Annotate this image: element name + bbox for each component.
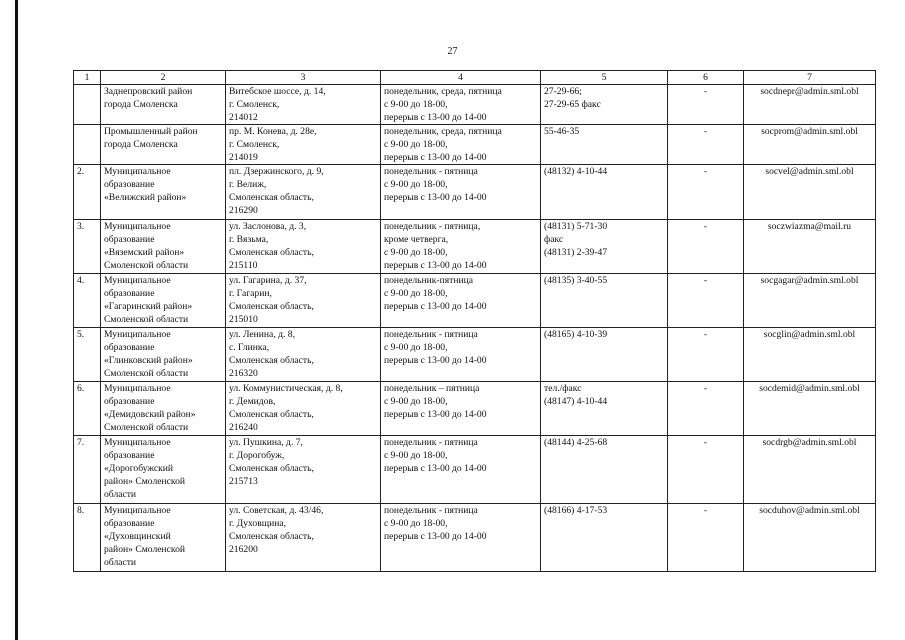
row-number: 2. bbox=[74, 165, 101, 220]
email: soczwiazma@mail.ru bbox=[744, 220, 876, 274]
table-row bbox=[74, 382, 876, 436]
table-row bbox=[74, 504, 876, 572]
email: socprom@admin.sml.obl bbox=[744, 125, 876, 165]
row-number bbox=[74, 125, 101, 165]
row-number: 5. bbox=[74, 328, 101, 382]
working-hours: понедельник - пятница, кроме четверга, с 9-00 до 18-00, перерыв с 13-00 до 14-00 bbox=[384, 221, 487, 271]
table-row bbox=[74, 85, 876, 125]
email: socdnepr@admin.sml.obl bbox=[744, 85, 876, 125]
district-name: Промышленный район города Смоленска bbox=[104, 126, 198, 150]
district-name: Муниципальное образование «Вяземский район» Смоленской области bbox=[104, 221, 189, 271]
header-cell: 6 bbox=[668, 71, 744, 85]
row-number: 4. bbox=[74, 274, 101, 328]
working-hours: понедельник-пятница с 9-00 до 18-00, перерыв с 13-00 до 14-00 bbox=[384, 275, 487, 312]
email: socdrgb@admin.sml.obl bbox=[744, 436, 876, 504]
working-hours: понедельник - пятница с 9-00 до 18-00, перерыв с 13-00 до 14-00 bbox=[384, 166, 487, 203]
district-name: Муниципальное образование «Велижский район» bbox=[104, 166, 187, 203]
column-6-value: - bbox=[668, 165, 744, 220]
header-cell: 5 bbox=[541, 71, 668, 85]
column-6-value: - bbox=[668, 85, 744, 125]
phone: 55-46-35 bbox=[544, 126, 580, 137]
district-name: Заднепровский район города Смоленска bbox=[104, 86, 193, 110]
page-left-border bbox=[15, 0, 18, 640]
column-6-value: - bbox=[668, 220, 744, 274]
email: socgagar@admin.sml.obl bbox=[744, 274, 876, 328]
address: ул. Ленина, д. 8, с. Глинка, Смоленская область, 216320 bbox=[229, 329, 314, 379]
address: ул. Заслонова, д. 3, г. Вязьма, Смоленская область, 215110 bbox=[229, 221, 314, 271]
table-row bbox=[74, 274, 876, 328]
phone: (48144) 4-25-68 bbox=[544, 437, 608, 448]
header-cell: 1 bbox=[74, 71, 101, 85]
table-header-row bbox=[74, 71, 876, 85]
phone: (48131) 5-71-30 факс (48131) 2-39-47 bbox=[544, 221, 608, 258]
address: Витебское шоссе, д. 14, г. Смоленск, 214012 bbox=[229, 86, 326, 123]
row-number: 7. bbox=[74, 436, 101, 504]
phone: (48135) 3-40-55 bbox=[544, 275, 608, 286]
working-hours: понедельник, среда, пятница с 9-00 до 18-00, перерыв с 13-00 до 14-00 bbox=[384, 126, 502, 163]
working-hours: понедельник - пятница с 9-00 до 18-00, перерыв с 13-00 до 14-00 bbox=[384, 437, 487, 474]
phone: (48132) 4-10-44 bbox=[544, 166, 608, 177]
column-6-value: - bbox=[668, 504, 744, 572]
district-name: Муниципальное образование «Духовщинский район» Смоленской области bbox=[104, 505, 185, 568]
email: socduhov@admin.sml.obl bbox=[744, 504, 876, 572]
contacts-table bbox=[73, 70, 876, 572]
phone: 27-29-66; 27-29-65 факс bbox=[544, 86, 601, 110]
district-name: Муниципальное образование «Демидовский район» Смоленской области bbox=[104, 383, 196, 433]
column-6-value: - bbox=[668, 382, 744, 436]
email: socglin@admin.sml.obl bbox=[744, 328, 876, 382]
header-cell: 3 bbox=[226, 71, 381, 85]
address: ул. Советская, д. 43/46, г. Духовщина, Смоленская область, 216200 bbox=[229, 505, 324, 555]
working-hours: понедельник – пятница с 9-00 до 18-00, перерыв с 13-00 до 14-00 bbox=[384, 383, 487, 420]
district-name: Муниципальное образование «Глинковский район» Смоленской области bbox=[104, 329, 193, 379]
table-row bbox=[74, 220, 876, 274]
district-name: Муниципальное образование «Дорогобужский район» Смоленской области bbox=[104, 437, 185, 500]
column-6-value: - bbox=[668, 125, 744, 165]
address: пл. Дзержинского, д. 9, г. Велиж, Смоленская область, 216290 bbox=[229, 166, 324, 216]
table-row bbox=[74, 436, 876, 504]
phone: (48165) 4-10-39 bbox=[544, 329, 608, 340]
address: пр. М. Конева, д. 28е, г. Смоленск, 214019 bbox=[229, 126, 317, 163]
header-cell: 7 bbox=[744, 71, 876, 85]
district-name: Муниципальное образование «Гагаринский район» Смоленской области bbox=[104, 275, 193, 325]
phone: (48166) 4-17-53 bbox=[544, 505, 608, 516]
row-number: 3. bbox=[74, 220, 101, 274]
header-cell: 2 bbox=[101, 71, 226, 85]
address: ул. Коммунистическая, д. 8, г. Демидов, Смоленская область, 216240 bbox=[229, 383, 343, 433]
row-number: 8. bbox=[74, 504, 101, 572]
page-number: 27 bbox=[447, 46, 458, 57]
table-row bbox=[74, 165, 876, 220]
row-number: 6. bbox=[74, 382, 101, 436]
address: ул. Пушкина, д. 7, г. Дорогобуж, Смоленская область, 215713 bbox=[229, 437, 314, 487]
header-cell: 4 bbox=[381, 71, 541, 85]
address: ул. Гагарина, д. 37, г. Гагарин, Смоленская область, 215010 bbox=[229, 275, 314, 325]
row-number bbox=[74, 85, 101, 125]
working-hours: понедельник - пятница с 9-00 до 18-00, перерыв с 13-00 до 14-00 bbox=[384, 329, 487, 366]
column-6-value: - bbox=[668, 328, 744, 382]
table-row bbox=[74, 125, 876, 165]
working-hours: понедельник, среда, пятница с 9-00 до 18-00, перерыв с 13-00 до 14-00 bbox=[384, 86, 502, 123]
column-6-value: - bbox=[668, 436, 744, 504]
email: socvel@admin.sml.obl bbox=[744, 165, 876, 220]
email: socdemid@admin.sml.obl bbox=[744, 382, 876, 436]
phone: тел./факс (48147) 4-10-44 bbox=[544, 383, 608, 407]
working-hours: понедельник - пятница с 9-00 до 18-00, перерыв с 13-00 до 14-00 bbox=[384, 505, 487, 542]
table-row bbox=[74, 328, 876, 382]
column-6-value: - bbox=[668, 274, 744, 328]
